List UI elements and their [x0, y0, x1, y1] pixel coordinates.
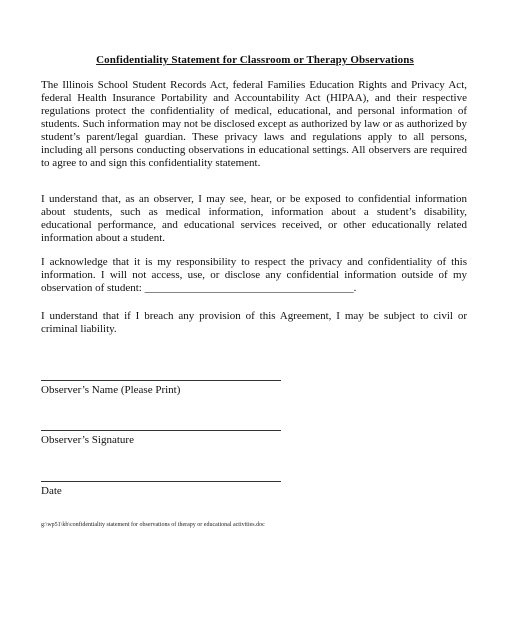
- paragraph-laws: The Illinois School Student Records Act, federal Families Education Rights and Privacy Act, federal Health Insurance Portability and Accountability Act (HIPAA), and their respective regulations protect the confidentiality of medical, educational, and personal information of students. Such information may not be disclosed except as authorized by law or as authorized by student’s parent/legal guardian. These privacy laws and regulations apply to all persons, including all persons conducting observations in educational settings. All observers are required to agree to and sign this confidentiality statement.: [41, 79, 467, 169]
- observer-name-label: Observer’s Name (Please Print): [41, 384, 181, 396]
- file-path-footer: g:\wp51\kb\confidentiality statement for observations of therapy or educational activities.doc: [41, 522, 265, 528]
- name-signature-line[interactable]: [41, 380, 281, 381]
- observer-signature-label: Observer’s Signature: [41, 434, 134, 446]
- date-signature-line[interactable]: [41, 481, 281, 482]
- paragraph-acknowledgement: I acknowledge that it is my responsibility to respect the privacy and confidentiality of this information. I will not access, use, or disclose any confidential information outside of my observation of student: ______________________________________.: [41, 256, 467, 294]
- paragraph-observer-exposure: I understand that, as an observer, I may see, hear, or be exposed to confidential information about students, such as medical information, information about a student’s disability, educational performance, and educational services received, or other educationally related information about a student.: [41, 193, 467, 244]
- paragraph-liability: I understand that if I breach any provision of this Agreement, I may be subject to civil or criminal liability.: [41, 310, 467, 335]
- observer-signature-line[interactable]: [41, 430, 281, 431]
- date-label: Date: [41, 485, 62, 497]
- document-title: Confidentiality Statement for Classroom or Therapy Observations: [96, 54, 414, 66]
